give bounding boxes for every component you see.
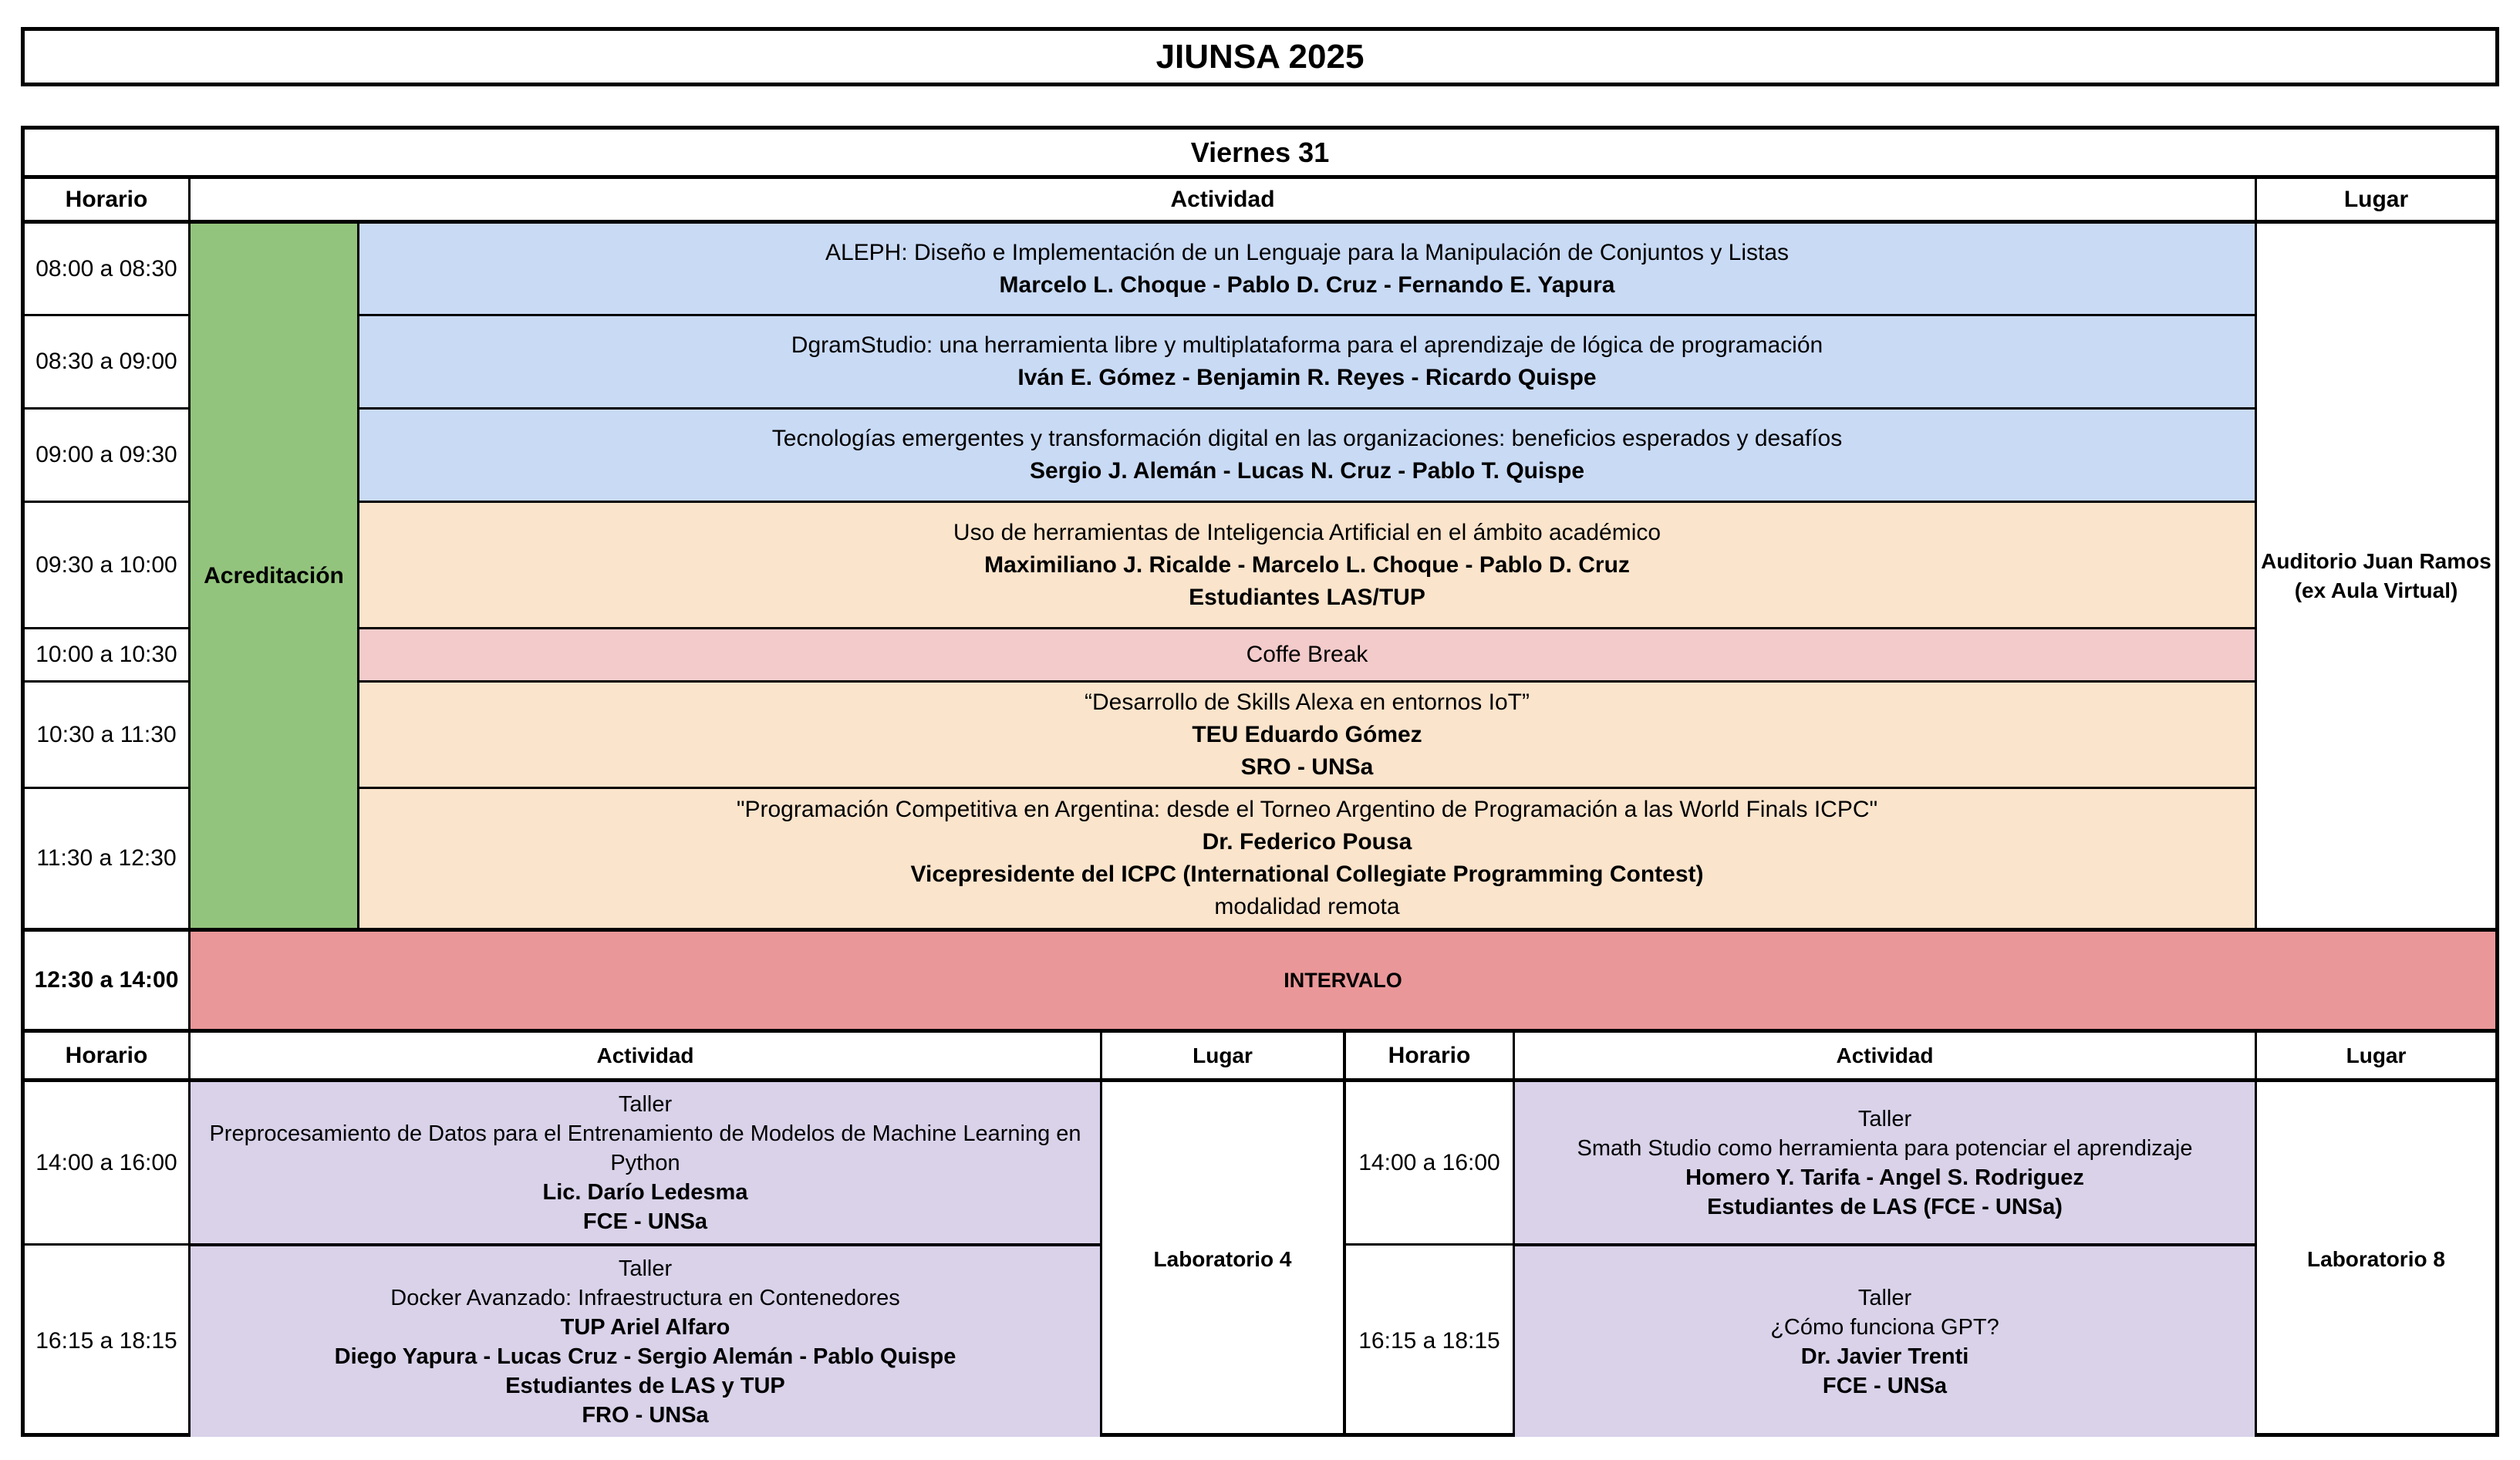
talk-affiliation: Vicepresidente del ICPC (International Collegiate Programming Contest) xyxy=(910,862,1704,887)
time-cell: 11:30 a 12:30 xyxy=(36,845,177,871)
header-actividad: Actividad xyxy=(1170,186,1275,212)
header-lugar-right: Lugar xyxy=(2346,1043,2407,1067)
workshop-org: Estudiantes de LAS (FCE - UNSa) xyxy=(1707,1194,2063,1219)
workshop-cell xyxy=(191,1246,1100,1437)
talk-authors: Dr. Federico Pousa xyxy=(1202,829,1412,855)
workshop-title: Preprocesamiento de Datos para el Entrenamiento de Modelos de Machine Learning en xyxy=(209,1121,1081,1146)
time-cell: 08:00 a 08:30 xyxy=(35,255,177,282)
talk-affiliation: SRO - UNSa xyxy=(1240,754,1374,780)
accreditation-cell: Acreditación xyxy=(191,224,357,928)
workshop-org: FRO - UNSa xyxy=(582,1402,709,1428)
talk-authors: Marcelo L. Choque - Pablo D. Cruz - Fernando E. Yapura xyxy=(999,271,1615,298)
talk-note: modalidad remota xyxy=(1214,894,1400,919)
time-cell: 10:00 a 10:30 xyxy=(35,642,177,667)
workshop-org: FCE - UNSa xyxy=(582,1209,708,1234)
talk-authors: Maximiliano J. Ricalde - Marcelo L. Choque - Pablo D. Cruz xyxy=(984,551,1630,578)
header-actividad-left: Actividad xyxy=(596,1043,694,1067)
workshop-cell xyxy=(1515,1082,2255,1243)
workshop-affiliation: Estudiantes de LAS y TUP xyxy=(505,1373,785,1398)
time-cell: 16:15 a 18:15 xyxy=(1358,1328,1500,1354)
talk-cell xyxy=(359,410,2255,501)
time-cell: 14:00 a 16:00 xyxy=(1358,1149,1500,1175)
header-lugar: Lugar xyxy=(2343,186,2409,212)
talk-title: Tecnologías emergentes y transformación digital en las organizaciones: beneficios esperados y desafíos xyxy=(771,426,1843,451)
venue-lab-4: Laboratorio 4 xyxy=(1153,1247,1292,1271)
talk-cell xyxy=(359,224,2255,314)
morning-venue: Auditorio Juan Ramos (ex Aula Virtual) xyxy=(2261,548,2491,602)
workshop-title: ¿Cómo funciona GPT? xyxy=(1770,1314,1999,1340)
coffee-break-cell xyxy=(359,629,2255,680)
workshop-presenter: Lic. Darío Ledesma xyxy=(542,1179,748,1205)
talk-authors: Sergio J. Alemán - Lucas N. Cruz - Pablo T. Quispe xyxy=(1029,458,1585,484)
talk-title: “Desarrollo de Skills Alexa en entornos IoT” xyxy=(1085,689,1530,715)
interval-cell: INTERVALO xyxy=(191,932,2495,1029)
talk-title: DgramStudio: una herramienta libre y multiplataforma para el aprendizaje de lógica de programación xyxy=(791,332,1823,358)
day-title: Viernes 31 xyxy=(1190,136,1330,168)
talk-title: "Programación Competitiva en Argentina: desde el Torneo Argentino de Programación a las World Finals ICPC" xyxy=(736,797,1878,822)
time-cell: 16:15 a 18:15 xyxy=(35,1328,177,1354)
workshop-org: FCE - UNSa xyxy=(1822,1373,1948,1398)
coffee-break-label: Coffe Break xyxy=(1246,642,1368,667)
header-horario-right: Horario xyxy=(1388,1042,1471,1068)
page-title: JIUNSA 2025 xyxy=(21,27,2499,86)
talk-authors: Iván E. Gómez - Benjamin R. Reyes - Ricardo Quispe xyxy=(1017,365,1597,390)
workshop-presenter: Dr. Javier Trenti xyxy=(1800,1344,1969,1369)
workshop-type: Taller xyxy=(618,1091,673,1117)
interval-time: 12:30 a 14:00 xyxy=(34,967,179,993)
talk-cell xyxy=(359,503,2255,627)
schedule-table xyxy=(21,126,2499,1437)
header-horario-left: Horario xyxy=(65,1042,148,1068)
talk-affiliation: Estudiantes LAS/TUP xyxy=(1189,584,1425,610)
talk-cell xyxy=(359,789,2255,928)
talk-cell xyxy=(359,316,2255,407)
talk-title: ALEPH: Diseño e Implementación de un Lenguaje para la Manipulación de Conjuntos y Listas xyxy=(825,239,1790,265)
workshop-presenter: TUP Ariel Alfaro xyxy=(560,1314,730,1340)
time-cell: 08:30 a 09:00 xyxy=(35,349,177,374)
time-cell: 09:30 a 10:00 xyxy=(35,551,177,578)
venue-lab-8: Laboratorio 8 xyxy=(2307,1247,2445,1271)
talk-cell xyxy=(359,683,2255,787)
header-actividad-right: Actividad xyxy=(1836,1043,1934,1067)
workshop-type: Taller xyxy=(618,1256,673,1281)
header-horario: Horario xyxy=(65,186,148,212)
time-cell: 09:00 a 09:30 xyxy=(35,442,177,467)
workshop-title-cont: Python xyxy=(610,1150,680,1175)
time-cell: 10:30 a 11:30 xyxy=(36,721,177,747)
workshop-presenter: Homero Y. Tarifa - Angel S. Rodriguez xyxy=(1685,1165,2084,1190)
workshop-cell xyxy=(1515,1246,2255,1437)
workshop-title: Docker Avanzado: Infraestructura en Contenedores xyxy=(390,1285,900,1310)
workshop-cell xyxy=(191,1082,1100,1243)
workshop-type: Taller xyxy=(1857,1106,1912,1131)
talk-authors: TEU Eduardo Gómez xyxy=(1192,721,1422,747)
workshop-type: Taller xyxy=(1857,1285,1912,1310)
workshop-title: Smath Studio como herramienta para potenciar el aprendizaje xyxy=(1577,1135,2193,1161)
time-cell: 14:00 a 16:00 xyxy=(35,1149,177,1175)
workshop-presenters: Diego Yapura - Lucas Cruz - Sergio Alemán - Pablo Quispe xyxy=(334,1344,956,1369)
header-lugar-left: Lugar xyxy=(1193,1043,1253,1067)
talk-title: Uso de herramientas de Inteligencia Artificial en el ámbito académico xyxy=(953,519,1661,545)
